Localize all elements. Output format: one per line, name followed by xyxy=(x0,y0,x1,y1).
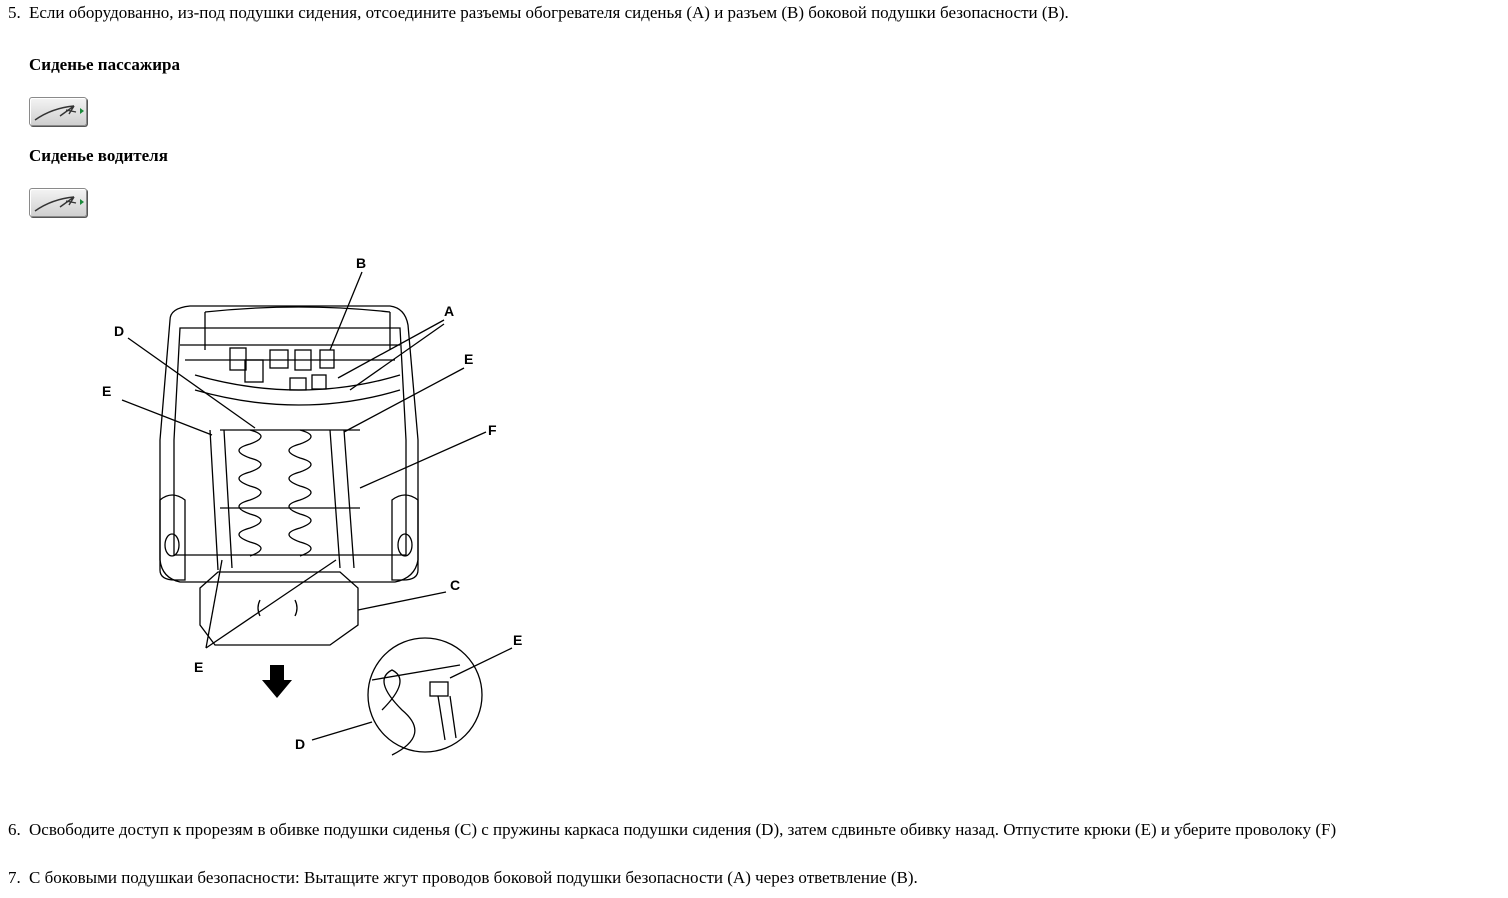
step-6-number: 6. xyxy=(8,820,21,839)
label-e-left: E xyxy=(102,383,112,399)
step-5 xyxy=(8,3,1069,23)
label-a: A xyxy=(444,303,455,319)
step-5-text: Если оборудованно, из-под подушки сидения, отсоедините разъемы обогревателя сиденья (A) и разъем (B) боковой подушки безопасности (B). xyxy=(29,3,1069,22)
step-7-text: С боковыми подушкаи безопасности: Вытащите жгут проводов боковой подушки безопасности (A) через ответвление (B). xyxy=(29,868,918,887)
label-b: B xyxy=(356,255,367,271)
step-7 xyxy=(8,868,918,888)
step-6-text: Освободите доступ к прорезям в обивке подушки сиденья (C) с пружины каркаса подушки сидения (D), затем сдвиньте обивку назад. Отпустите крюки (E) и уберите проволоку (F) xyxy=(29,820,1337,839)
label-e-detail: E xyxy=(513,632,523,648)
label-e-right: E xyxy=(464,351,474,367)
driver-seat-connector-button[interactable] xyxy=(29,188,87,217)
step-5-number: 5. xyxy=(8,3,21,22)
passenger-seat-connector-button[interactable] xyxy=(29,97,87,126)
connector-link-icon xyxy=(30,189,86,216)
label-c: C xyxy=(450,577,461,593)
label-f: F xyxy=(488,422,497,438)
label-d-detail: D xyxy=(295,736,306,752)
label-d-top: D xyxy=(114,323,125,339)
step-7-number: 7. xyxy=(8,868,21,887)
passenger-seat-heading: Сиденье пассажира xyxy=(29,55,180,74)
step-6 xyxy=(8,820,1336,840)
driver-seat-heading: Сиденье водителя xyxy=(29,146,168,165)
seat-cushion-diagram xyxy=(100,250,540,770)
connector-link-icon xyxy=(30,98,86,125)
label-e-bottom: E xyxy=(194,659,204,675)
